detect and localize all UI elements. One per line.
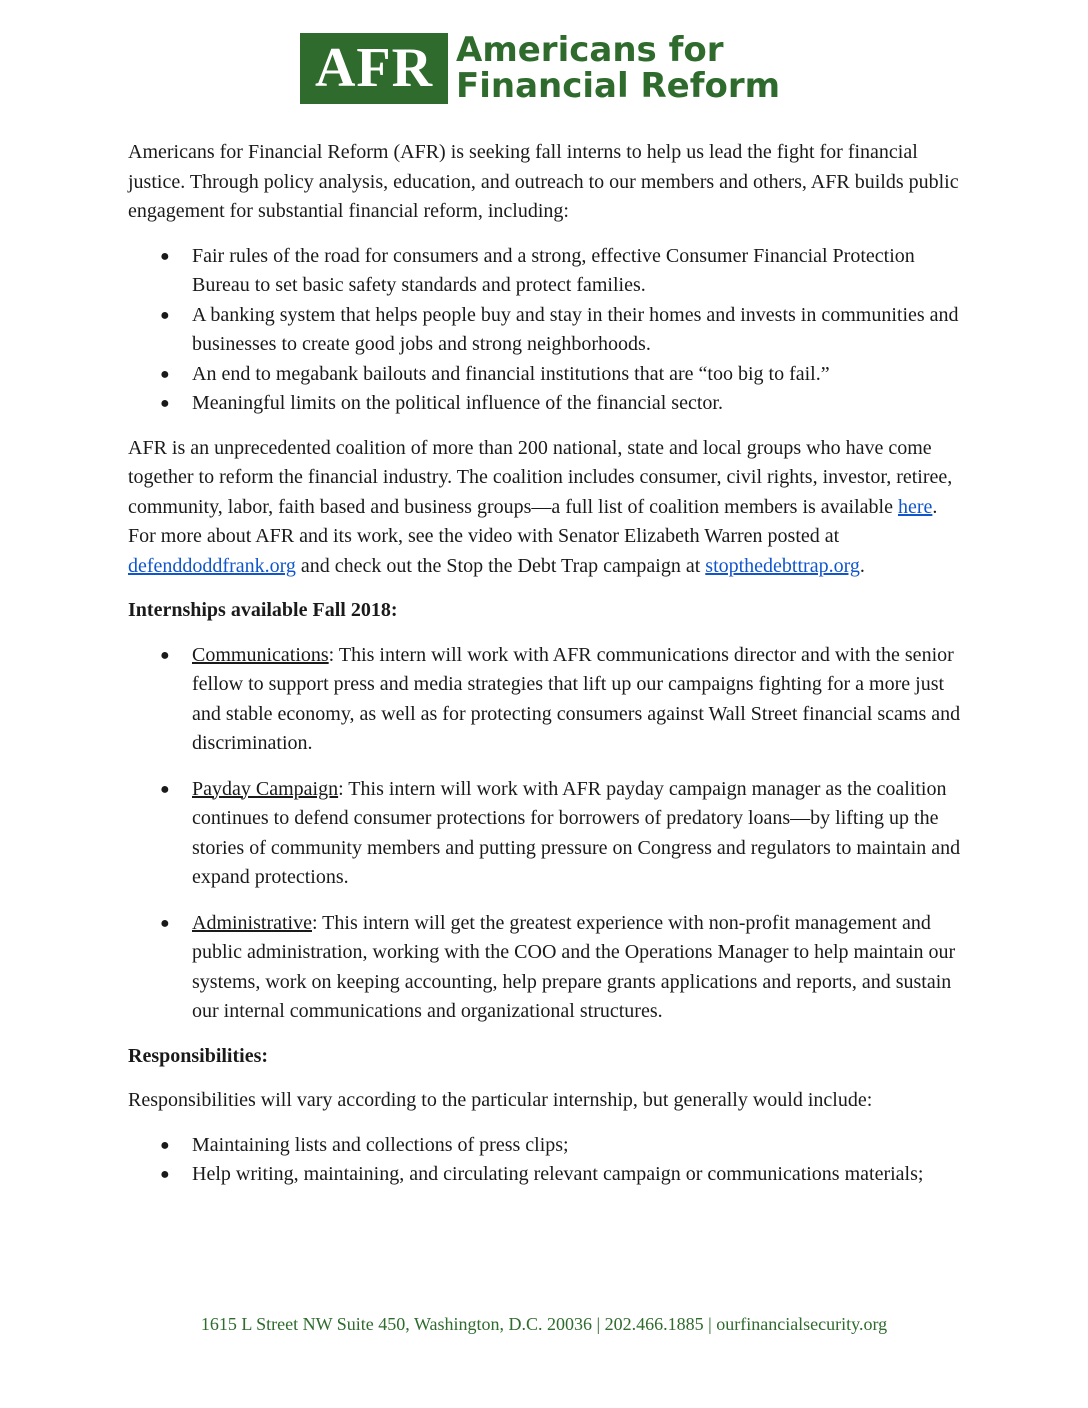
afr-logo — [300, 33, 448, 104]
coalition-text: . For more about AFR and its work, see the video with Senator Elizabeth Warren posted at — [128, 495, 938, 547]
list-item: ● An end to megabank bailouts and financial institutions that are “too big to fail.” — [128, 360, 968, 390]
logo-line-2: Financial Reform — [456, 66, 781, 106]
responsibilities-intro: Responsibilities will vary according to the particular internship, but generally would include: — [128, 1089, 873, 1111]
logo-wordmark — [456, 32, 780, 104]
coalition-members-link[interactable]: here — [897, 495, 933, 518]
coalition-paragraph — [128, 434, 968, 582]
internship-administrative — [128, 909, 968, 1027]
document-body — [128, 138, 968, 1205]
coalition-text: AFR is an unprecedented coalition of more than 200 national, state and local groups who have come together to reform the financial industry. The coalition includes consumer, civil rights, investor, retiree, community, labor, faith based and business groups—a full list of coalition members is available — [128, 436, 953, 518]
list-item: ● Maintaining lists and collections of press clips; — [128, 1131, 968, 1161]
coalition-text: and check out the Stop the Debt Trap campaign at — [295, 554, 706, 577]
intro-paragraph: Americans for Financial Reform (AFR) is seeking fall interns to help us lead the fight for financial justice. Through policy analysis, education, and outreach to our members and others, AFR builds public engagement for substantial financial reform, including: — [128, 141, 959, 222]
footer-address: 1615 L Street NW Suite 450, Washington, D.C. 20036 | 202.466.1885 | ourfinancialsecurity.org — [200, 1314, 888, 1334]
internship-title: Administrative — [192, 911, 312, 934]
internship-description: : This intern will get the greatest experience with non-profit management and public administration, working with the COO and the Operations Manager to help maintain our systems, work on keeping accounting, help prepare grants applications and reports, and sustain our internal communications and organizational structures. — [192, 911, 956, 1022]
defenddoddfrank-link[interactable]: defenddoddfrank.org — [128, 554, 296, 577]
logo-abbr: AFR — [314, 37, 434, 99]
internship-description: : This intern will work with AFR payday campaign manager as the coalition continues to defend consumer protections for borrowers of predatory loans—by lifting up the stories of community members and putting pressure on Congress and regulators to maintain and expand protections. — [192, 777, 961, 888]
list-item: ● Help writing, maintaining, and circulating relevant campaign or communications materials; — [128, 1160, 968, 1190]
internship-title: Communications — [192, 643, 329, 666]
responsibilities-heading: Responsibilities: — [128, 1044, 269, 1067]
list-item: ● A banking system that helps people buy and stay in their homes and invests in communities and businesses to create good jobs and strong neighborhoods. — [128, 301, 968, 360]
reform-goals-list — [128, 242, 968, 419]
coalition-text: . — [859, 554, 865, 577]
internship-payday-campaign — [128, 775, 968, 893]
letterhead — [300, 32, 780, 104]
list-item: ● Fair rules of the road for consumers and a strong, effective Consumer Financial Protection Bureau to set basic safety standards and protect families. — [128, 242, 968, 301]
stopthedebttrap-link[interactable]: stopthedebttrap.org — [705, 554, 860, 577]
internship-description: : This intern will work with AFR communications director and with the senior fellow to support press and media strategies that lift up our campaigns fighting for a more just and stable economy, as well as for protecting consumers against Wall Street financial scams and discrimination. — [192, 643, 961, 754]
responsibilities-list — [128, 1131, 968, 1190]
list-item: ● Meaningful limits on the political influence of the financial sector. — [128, 389, 968, 419]
internship-title: Payday Campaign — [192, 777, 339, 800]
internships-heading: Internships available Fall 2018: — [128, 599, 398, 621]
internship-communications — [128, 641, 968, 759]
logo-line-1: Americans for — [456, 30, 724, 70]
internships-list — [128, 641, 968, 1027]
